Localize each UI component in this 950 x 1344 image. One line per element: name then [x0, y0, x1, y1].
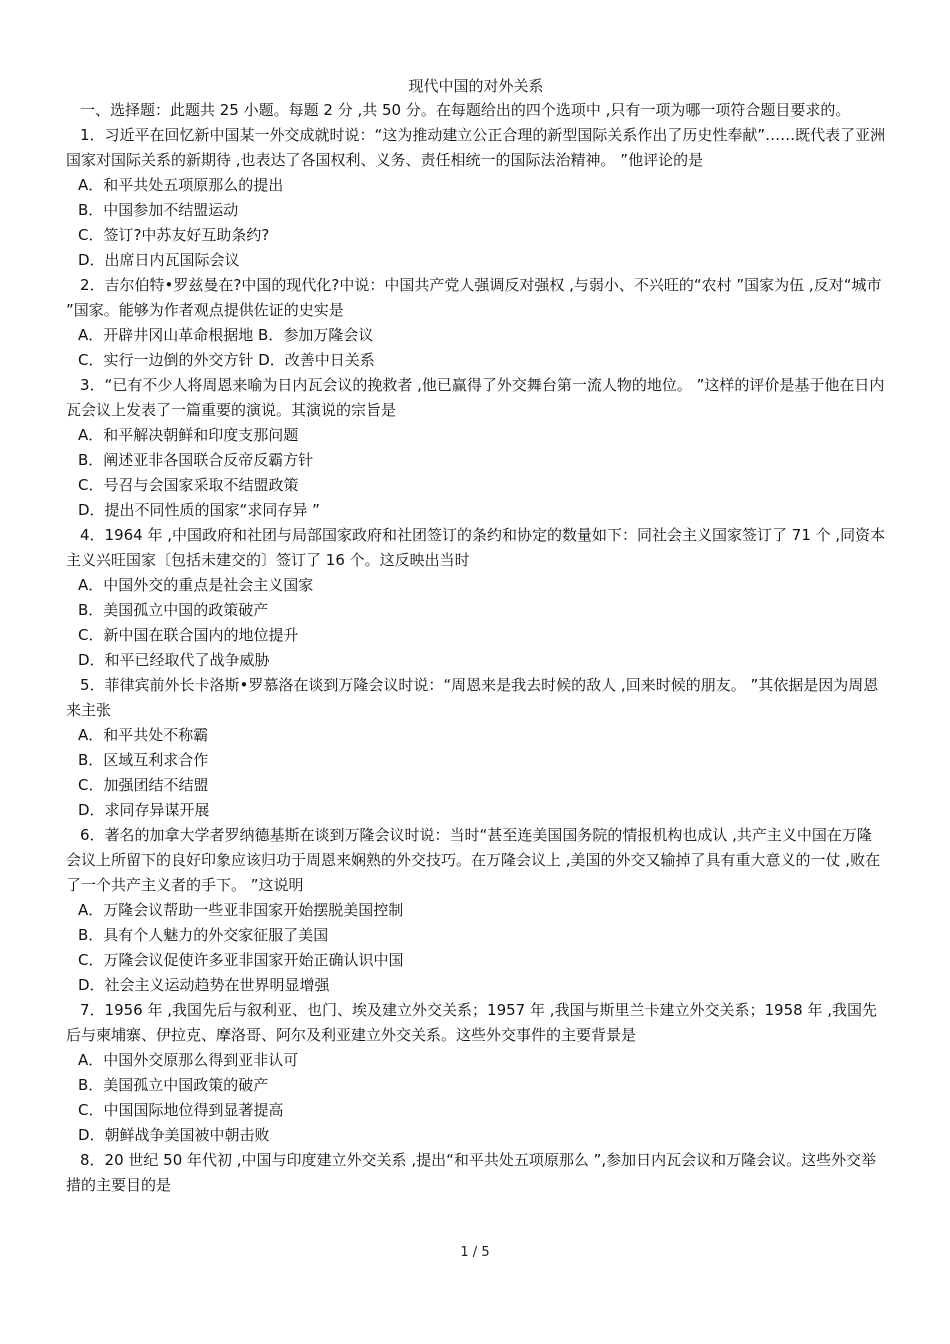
page-number: 1 / 5 [460, 1245, 490, 1260]
question-stem: 8．20 世纪 50 年代初 ,中国与印度建立外交关系 ,提出“和平共处五项原那么 ”,参加日内瓦会议和万隆会议。这些外交举措的主要目的是 [66, 1151, 877, 1194]
answer-option: C．签订?中苏友好互助条约? [78, 226, 270, 244]
answer-option: D．求同存异谋开展 [78, 801, 210, 819]
answer-option: C．实行一边倒的外交方针 D．改善中日关系 [78, 351, 375, 369]
answer-option: D．朝鲜战争美国被中朝击败 [78, 1126, 270, 1144]
question-stem: 5．菲律宾前外长卡洛斯•罗慕洛在谈到万隆会议时说：“周恩来是我去时候的敌人 ,回来时候的朋友。 ”其依据是因为周恩来主张 [66, 676, 879, 719]
section-intro: 一、选择题：此题共 25 小题。每题 2 分 ,共 50 分。在每题给出的四个选项中 ,只有一项为哪一项符合题目要求的。 [80, 101, 851, 119]
answer-option: D．提出不同性质的国家“求同存异 ” [78, 501, 320, 519]
question-stem: 2．吉尔伯特•罗兹曼在?中国的现代化?中说：中国共产党人强调反对强权 ,与弱小、不兴旺的“农村 ”国家为伍 ,反对“城市 ”国家。能够为作者观点提供佐证的史实是 [66, 276, 882, 319]
answer-option: D．出席日内瓦国际会议 [78, 251, 240, 269]
answer-option: B．阐述亚非各国联合反帝反霸方针 [78, 451, 314, 469]
answer-option: D．和平已经取代了战争威胁 [78, 651, 270, 669]
question-stem: 3．“已有不少人将周恩来喻为日内瓦会议的挽救者 ,他已赢得了外交舞台第一流人物的地位。 ”这样的评价是基于他在日内瓦会议上发表了一篇重要的演说。其演说的宗旨是 [66, 376, 885, 419]
question-stem: 7．1956 年 ,我国先后与叙利亚、也门、埃及建立外交关系；1957 年 ,我国与斯里兰卡建立外交关系；1958 年 ,我国先后与柬埔寨、伊拉克、摩洛哥、阿尔及利亚建立外交关系。这些外交事件的主要背景是 [66, 1001, 877, 1044]
answer-option: A．中国外交的重点是社会主义国家 [78, 576, 314, 594]
answer-option: A．和平共处不称霸 [78, 726, 209, 744]
answer-option: C．中国国际地位得到显著提高 [78, 1101, 284, 1119]
question-stem: 1．习近平在回忆新中国某一外交成就时说：“这为推动建立公正合理的新型国际关系作出了历史性奉献”……既代表了亚洲国家对国际关系的新期待 ,也表达了各国权利、义务、责任相统一的国际法治精神。 ”他评论的是 [66, 126, 886, 169]
answer-option: B．中国参加不结盟运动 [78, 201, 239, 219]
page-title: 现代中国的对外关系 [408, 77, 544, 95]
answer-option: B．区域互利求合作 [78, 751, 209, 769]
answer-option: A．开辟井冈山革命根据地 B．参加万隆会议 [78, 326, 374, 344]
answer-option: B．美国孤立中国政策的破产 [78, 1076, 269, 1094]
answer-option: B．具有个人魅力的外交家征服了美国 [78, 926, 329, 944]
answer-option: C．号召与会国家采取不结盟政策 [78, 476, 299, 494]
answer-option: C．新中国在联合国内的地位提升 [78, 626, 299, 644]
answer-option: C．万隆会议促使许多亚非国家开始正确认识中国 [78, 951, 404, 969]
answer-option: A．和平解决朝鲜和印度支那问题 [78, 426, 299, 444]
answer-option: C．加强团结不结盟 [78, 776, 209, 794]
answer-option: D．社会主义运动趋势在世界明显增强 [78, 976, 330, 994]
answer-option: B．美国孤立中国的政策破产 [78, 601, 269, 619]
answer-option: A．中国外交原那么得到亚非认可 [78, 1051, 299, 1069]
document-content [66, 74, 886, 1198]
question-stem: 4．1964 年 ,中国政府和社团与局部国家政府和社团签订的条约和协定的数量如下：同社会主义国家签订了 71 个 ,同资本主义兴旺国家〔包括未建交的〕签订了 16 个。这反映出当时 [66, 526, 886, 569]
answer-option: A．和平共处五项原那么的提出 [78, 176, 284, 194]
answer-option: A．万隆会议帮助一些亚非国家开始摆脱美国控制 [78, 901, 404, 919]
question-list [66, 123, 886, 1198]
question-stem: 6．著名的加拿大学者罗纳德基斯在谈到万隆会议时说：当时“甚至连美国国务院的情报机构也成认 ,共产主义中国在万隆会议上所留下的良好印象应该归功于周恩来娴熟的外交技巧。在万隆会议上 ,美国的外交又输掉了具有重大意义的一仗 ,败在了一个共产主义者的手下。 ”这说明 [66, 826, 881, 894]
